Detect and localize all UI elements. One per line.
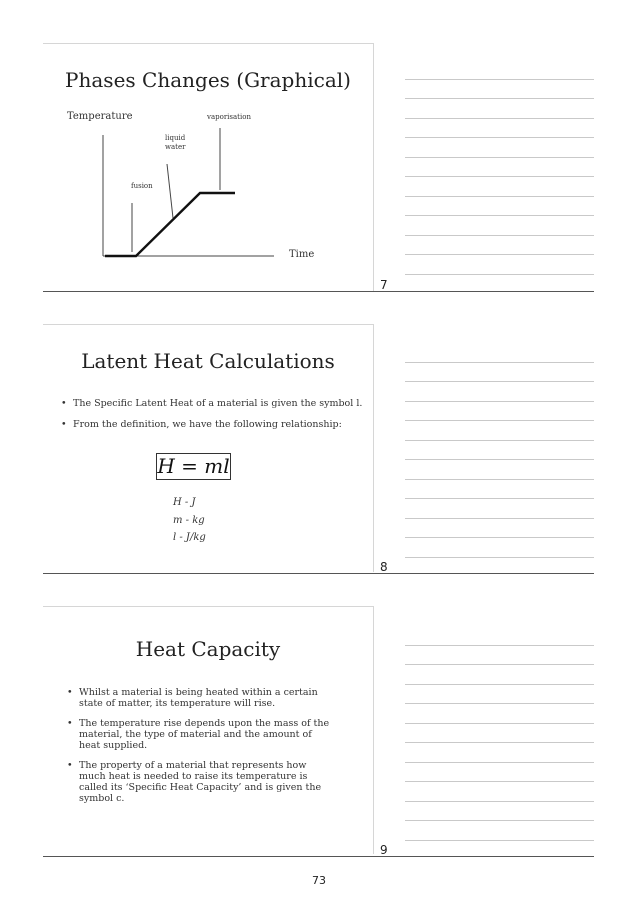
notes-line [405,362,594,363]
slide-number: 9 [380,843,388,857]
x-axis-label: Time [289,249,315,260]
notes-line [405,723,594,724]
notes-line [405,537,594,538]
notes-line [405,801,594,802]
notes-line [405,137,594,138]
slide-title: Phases Changes (Graphical) [65,68,351,92]
heating-curve [105,193,235,256]
notes-line [405,459,594,460]
slide-latent-heat [43,324,374,572]
page-number: 73 [312,874,326,887]
notes-line [405,254,594,255]
slide-phases-changes [43,43,374,291]
unit-m: m - kg [173,515,205,526]
slide-number: 8 [380,560,388,574]
bullet-dot: • [67,687,73,698]
bullet-item [67,718,332,751]
notes-line [405,118,594,119]
liquid-pointer [167,164,173,218]
slide-heat-capacity [43,606,374,854]
bullet-list [67,687,332,804]
notes-line [405,518,594,519]
bullet-list [61,398,366,430]
bullet-text: The property of a material that represents how much heat is needed to raise its temperature is called its ‘Specific Heat Capacity’ and is given the symbol c. [79,760,322,804]
notes-line [405,440,594,441]
unit-h: H - J [173,497,196,508]
notes-line [405,401,594,402]
notes-line [405,381,594,382]
water-label: water [165,143,186,151]
notes-line [405,684,594,685]
formula-box: H = ml [157,454,230,478]
slide-bottom-rule [43,573,594,574]
notes-line [405,820,594,821]
notes-line [405,79,594,80]
liquid-label: liquid [165,134,186,142]
notes-line [405,157,594,158]
bullet-item [67,687,332,709]
notes-line [405,645,594,646]
vaporisation-label: vaporisation [207,113,251,121]
fusion-label: fusion [131,182,153,190]
notes-line [405,703,594,704]
notes-line [405,176,594,177]
unit-l: l - J/kg [173,532,206,543]
bullet-text: The temperature rise depends upon the mass of the material, the type of material and the amount of heat supplied. [79,718,330,751]
bullet-text: The Specific Latent Heat of a material is given the symbol l. [73,398,363,409]
slide-bottom-rule [43,856,594,857]
slide-title: Heat Capacity [135,637,281,661]
slide-number: 7 [380,278,388,292]
notes-line [405,742,594,743]
notes-line [405,781,594,782]
slide-title: Latent Heat Calculations [81,349,335,373]
bullet-text: Whilst a material is being heated within a certain state of matter, its temperature will rise. [79,687,318,709]
notes-line [405,479,594,480]
notes-line [405,420,594,421]
bullet-dot: • [61,419,67,430]
bullet-item [61,398,366,409]
notes-line [405,664,594,665]
bullet-text: From the definition, we have the following relationship: [73,419,342,430]
notes-line [405,840,594,841]
slide-bottom-rule [43,291,594,292]
bullet-dot: • [67,718,73,729]
notes-line [405,235,594,236]
bullet-dot: • [67,760,73,771]
bullet-item [61,419,366,430]
notes-line [405,98,594,99]
bullet-dot: • [61,398,67,409]
notes-line [405,215,594,216]
notes-line [405,196,594,197]
notes-line [405,274,594,275]
notes-line [405,762,594,763]
phase-change-graph [43,44,374,292]
notes-line [405,498,594,499]
notes-line [405,557,594,558]
bullet-item [67,760,332,804]
y-axis-label: Temperature [67,111,133,122]
